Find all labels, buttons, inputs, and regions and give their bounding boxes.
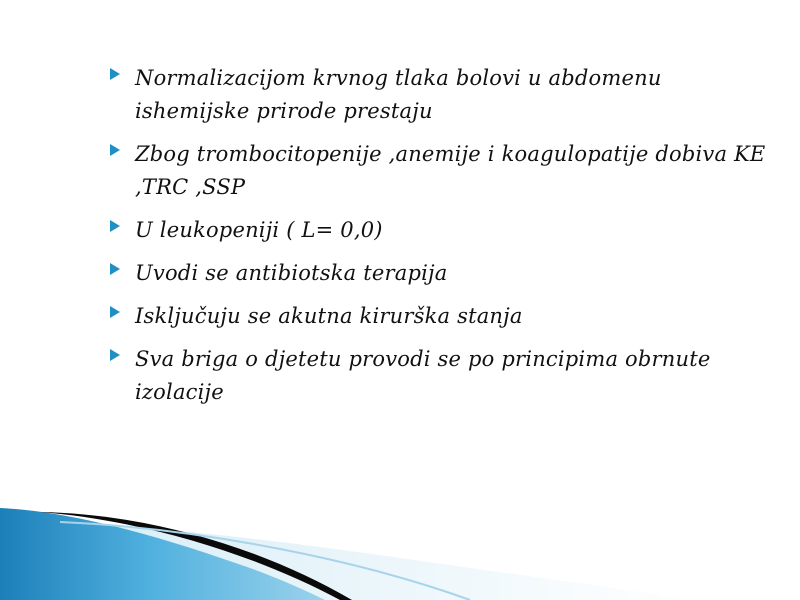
bullet-item — [108, 343, 768, 409]
bullet-text: Sva briga o djetetu provodi se po principima obrnute izolacije — [135, 347, 711, 404]
bullet-item — [108, 257, 768, 290]
bullet-text: Isključuju se akutna kirurška stanja — [135, 304, 523, 328]
bullet-text: U leukopeniji ( L= 0,0) — [135, 218, 383, 242]
slide-content — [108, 62, 768, 419]
bullet-text: Uvodi se antibiotska terapija — [135, 261, 448, 285]
bullet-list — [108, 62, 768, 409]
bullet-item — [108, 138, 768, 204]
thin-wave-line — [60, 522, 470, 600]
bullet-triangle-icon — [110, 263, 120, 275]
bullet-item — [108, 214, 768, 247]
bullet-triangle-icon — [110, 220, 120, 232]
light-wave-band — [0, 520, 700, 600]
bullet-item — [108, 300, 768, 333]
blue-wave-band — [0, 508, 325, 600]
bullet-text: Zbog trombocitopenije ,anemije i koagulopatije dobiva KE ,TRC ,SSP — [135, 142, 766, 199]
dark-wave-stripe — [40, 512, 352, 600]
bullet-triangle-icon — [110, 349, 120, 361]
bullet-triangle-icon — [110, 306, 120, 318]
bullet-text: Normalizacijom krvnog tlaka bolovi u abdomenu ishemijske prirode prestaju — [135, 66, 662, 123]
bullet-triangle-icon — [110, 68, 120, 80]
bullet-item — [108, 62, 768, 128]
bullet-triangle-icon — [110, 144, 120, 156]
